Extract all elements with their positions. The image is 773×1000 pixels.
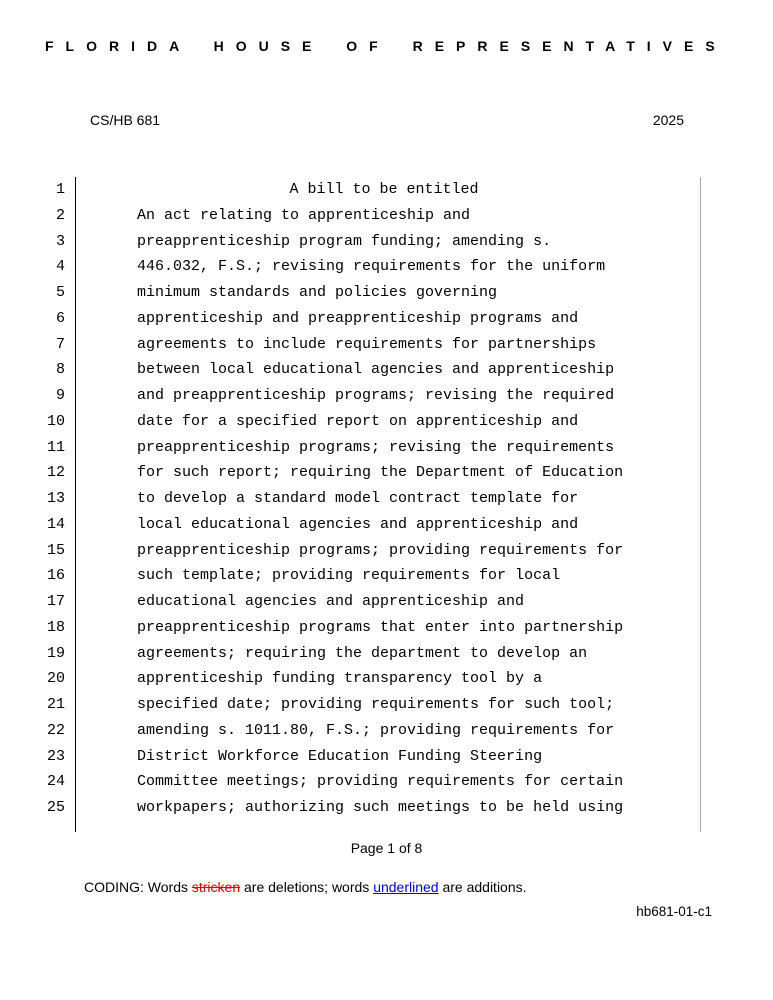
- line-number: 9: [55, 387, 65, 404]
- bill-line: [0, 744, 700, 770]
- line-text: for such report; requiring the Department of Education: [137, 464, 624, 482]
- bill-line: [0, 435, 700, 461]
- bill-text-lines: [0, 177, 700, 821]
- line-number: 22: [46, 721, 65, 739]
- bill-line: [0, 641, 700, 667]
- line-text: amending s. 1011.80, F.S.; providing requirements for: [137, 721, 615, 739]
- line-text: preapprenticeship programs; revising the requirements: [137, 438, 615, 456]
- bill-line: [0, 563, 700, 589]
- bill-line: [0, 332, 700, 358]
- line-number: 14: [46, 515, 65, 533]
- right-margin-rule: [700, 177, 701, 832]
- line-number: 6: [55, 309, 65, 327]
- line-text: such template; providing requirements for local: [137, 567, 561, 585]
- bill-line: [0, 718, 700, 744]
- line-text: A bill to be entitled: [289, 181, 479, 198]
- line-text: and preapprenticeship programs; revising the required: [137, 387, 615, 404]
- bill-line: [0, 177, 700, 203]
- bill-line: [0, 615, 700, 641]
- line-text: preapprenticeship programs that enter into partnership: [137, 618, 624, 636]
- coding-suffix: are additions.: [438, 879, 527, 895]
- line-text: agreements to include requirements for partnerships: [137, 335, 597, 353]
- bill-line: [0, 280, 700, 306]
- line-number: 13: [46, 490, 65, 507]
- line-text: preapprenticeship programs; providing requirements for: [137, 541, 624, 559]
- stricken-example: stricken: [191, 879, 241, 895]
- line-text: specified date; providing requirements for such tool;: [137, 696, 615, 713]
- bill-line: [0, 460, 700, 486]
- line-text: date for a specified report on apprenticeship and: [137, 412, 579, 430]
- line-text: 446.032, F.S.; revising requirements for the uniform: [137, 258, 606, 276]
- bill-line: [0, 486, 700, 512]
- line-number: 16: [46, 567, 65, 585]
- line-text: between local educational agencies and apprenticeship: [137, 361, 615, 379]
- line-text: preapprenticeship program funding; amending s.: [137, 232, 552, 250]
- line-text: apprenticeship funding transparency tool by a: [137, 670, 543, 688]
- masthead-title: FLORIDA HOUSE OF REPRESENTATIVES: [45, 38, 727, 54]
- line-number: 8: [55, 361, 65, 379]
- line-number: 15: [46, 541, 65, 559]
- line-text: workpapers; authorizing such meetings to be held using: [137, 799, 624, 816]
- coding-middle: are deletions; words: [240, 879, 374, 895]
- line-number: 17: [46, 593, 65, 610]
- bill-line: [0, 769, 700, 795]
- line-number: 10: [46, 412, 65, 430]
- doc-meta: [90, 112, 684, 128]
- line-text: agreements; requiring the department to develop an: [137, 644, 588, 662]
- bill-line: [0, 795, 700, 821]
- line-text: District Workforce Education Funding Steering: [137, 747, 543, 765]
- bill-line: [0, 383, 700, 409]
- line-number: 1: [55, 181, 65, 198]
- bill-year: 2025: [652, 112, 684, 128]
- line-number: 5: [55, 284, 65, 301]
- page-number: Page 1 of 8: [350, 840, 423, 856]
- line-number: 25: [46, 799, 65, 816]
- bill-line: [0, 357, 700, 383]
- line-number: 24: [46, 773, 65, 791]
- bill-line: [0, 589, 700, 615]
- line-text: apprenticeship and preapprenticeship programs and: [137, 309, 579, 327]
- document-id: hb681-01-c1: [636, 904, 712, 919]
- line-text: minimum standards and policies governing: [137, 284, 498, 301]
- bill-line: [0, 306, 700, 332]
- bill-line: [0, 203, 700, 229]
- bill-number: CS/HB 681: [90, 112, 161, 128]
- line-number: 18: [46, 618, 65, 636]
- bill-line: [0, 538, 700, 564]
- underlined-example: underlined: [373, 879, 439, 895]
- line-text: Committee meetings; providing requirements for certain: [137, 773, 624, 791]
- bill-line: [0, 692, 700, 718]
- bill-line: [0, 254, 700, 280]
- line-number: 2: [55, 206, 65, 224]
- line-text: educational agencies and apprenticeship and: [137, 593, 525, 610]
- line-number: 23: [46, 747, 65, 765]
- line-number: 7: [55, 335, 65, 353]
- line-number: 19: [46, 644, 65, 662]
- coding-prefix: CODING: Words: [84, 879, 192, 895]
- bill-line: [0, 229, 700, 255]
- line-number: 11: [46, 438, 65, 456]
- line-text: to develop a standard model contract template for: [137, 490, 579, 507]
- coding-note: [84, 879, 527, 895]
- line-number: 21: [46, 696, 65, 713]
- line-number: 4: [55, 258, 65, 276]
- bill-line: [0, 666, 700, 692]
- line-number: 3: [55, 232, 65, 250]
- bill-line: [0, 409, 700, 435]
- bill-line: [0, 512, 700, 538]
- line-text: local educational agencies and apprenticeship and: [137, 515, 579, 533]
- line-number: 12: [46, 464, 65, 482]
- line-text: An act relating to apprenticeship and: [137, 206, 471, 224]
- line-number: 20: [46, 670, 65, 688]
